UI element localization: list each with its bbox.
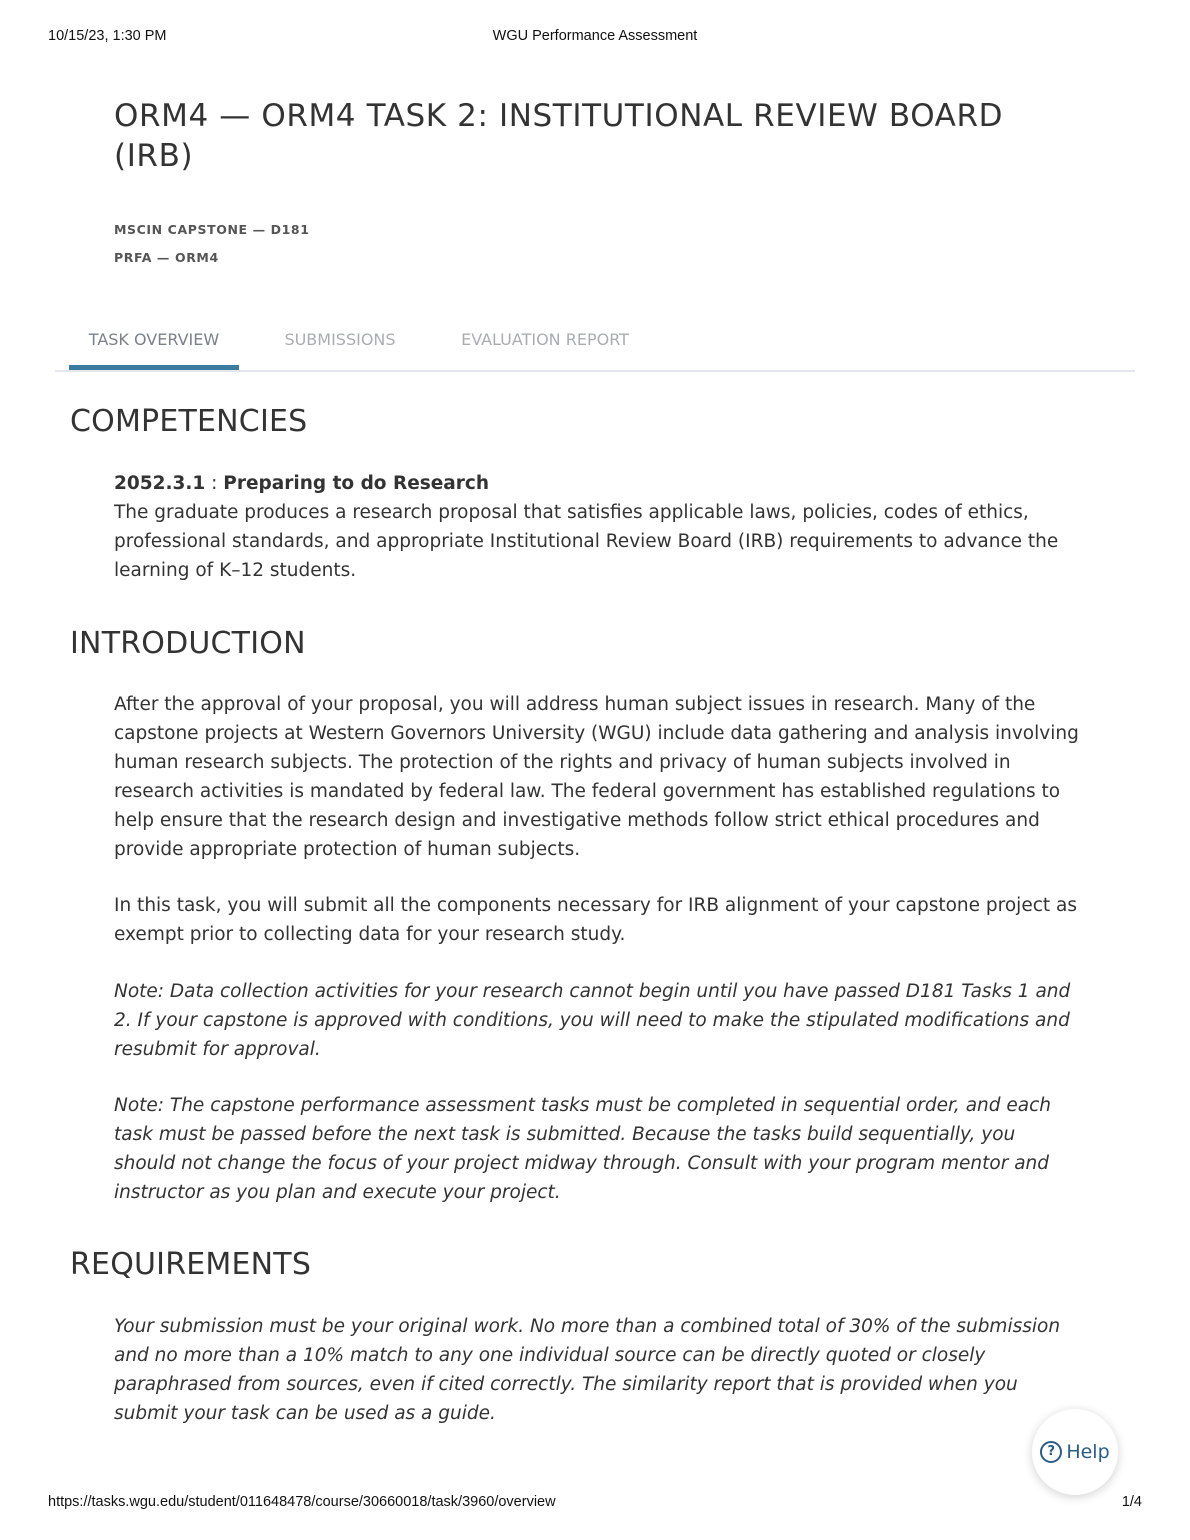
data-collection-note: Note: Data collection activities for your research cannot begin until you have passed D181 Tasks 1 and 2. If your capstone is approved with conditions, you will need to make the stipulated modifications and resubmit for approval. xyxy=(114,981,1071,1060)
assessment-code: PRFA — ORM4 xyxy=(114,250,219,265)
help-button[interactable] xyxy=(1032,1409,1118,1495)
course-code: MSCIN CAPSTONE — D181 xyxy=(114,222,310,237)
introduction-heading: INTRODUCTION xyxy=(70,626,306,661)
print-page-title: WGU Performance Assessment xyxy=(492,28,698,44)
question-circle-icon: ? xyxy=(1040,1441,1062,1463)
task-meta xyxy=(114,216,310,272)
page-number: 1/4 xyxy=(1121,1494,1142,1510)
requirements-heading: REQUIREMENTS xyxy=(70,1247,312,1282)
competency-description: The graduate produces a research proposal that satisfies applicable laws, policies, codes of ethics, professional standards, and appropriate Institutional Review Board (IRB) requirements to advance the learning of K–12 students. xyxy=(114,502,1059,581)
sequential-order-note: Note: The capstone performance assessment tasks must be completed in sequential order, and each task must be passed before the next task is submitted. Because the tasks build sequentially, you should not change the focus of your project midway through. Consult with your program mentor and instructor as you plan and execute your project. xyxy=(114,1095,1051,1203)
competency-code: 2052.3.1 xyxy=(114,473,206,494)
originality-requirement: Your submission must be your original work. No more than a combined total of 30% of the submission and no more than a 10% match to any one individual source can be directly quoted or closely paraphrased from sources, even if cited correctly. The similarity report that is provided when you submit your task can be used as a guide. xyxy=(114,1316,1061,1424)
tab-evaluation-report[interactable]: EVALUATION REPORT xyxy=(461,330,629,349)
competency-block xyxy=(114,469,1079,585)
print-datetime: 10/15/23, 1:30 PM xyxy=(48,28,167,44)
competency-title xyxy=(114,469,1079,498)
tab-submissions[interactable]: SUBMISSIONS xyxy=(284,330,396,349)
task-title: ORM4 — ORM4 TASK 2: INSTITUTIONAL REVIEW BOARD (IRB) xyxy=(114,98,1004,174)
introduction-paragraph: After the approval of your proposal, you will address human subject issues in research. Many of the capstone projects at Western Governors University (WGU) include data gathering and analysis involving human research subjects. The protection of the rights and privacy of human subjects involved in research activities is mandated by federal law. The federal government has established regulations to help ensure that the research design and investigative methods follow strict ethical procedures and provide appropriate protection of human subjects. xyxy=(114,694,1079,860)
competencies-heading: COMPETENCIES xyxy=(70,404,308,439)
page-url: https://tasks.wgu.edu/student/011648478/course/30660018/task/3960/overview xyxy=(48,1494,556,1510)
introduction-task-paragraph: In this task, you will submit all the components necessary for IRB alignment of your capstone project as exempt prior to collecting data for your research study. xyxy=(114,895,1077,945)
competency-separator: : xyxy=(205,473,224,494)
tab-task-overview[interactable]: TASK OVERVIEW xyxy=(69,318,239,370)
print-footer xyxy=(0,1494,1190,1514)
task-tabs xyxy=(55,318,1135,372)
competency-name: Preparing to do Research xyxy=(223,473,490,494)
print-header xyxy=(0,28,1190,48)
help-label: Help xyxy=(1066,1441,1110,1463)
